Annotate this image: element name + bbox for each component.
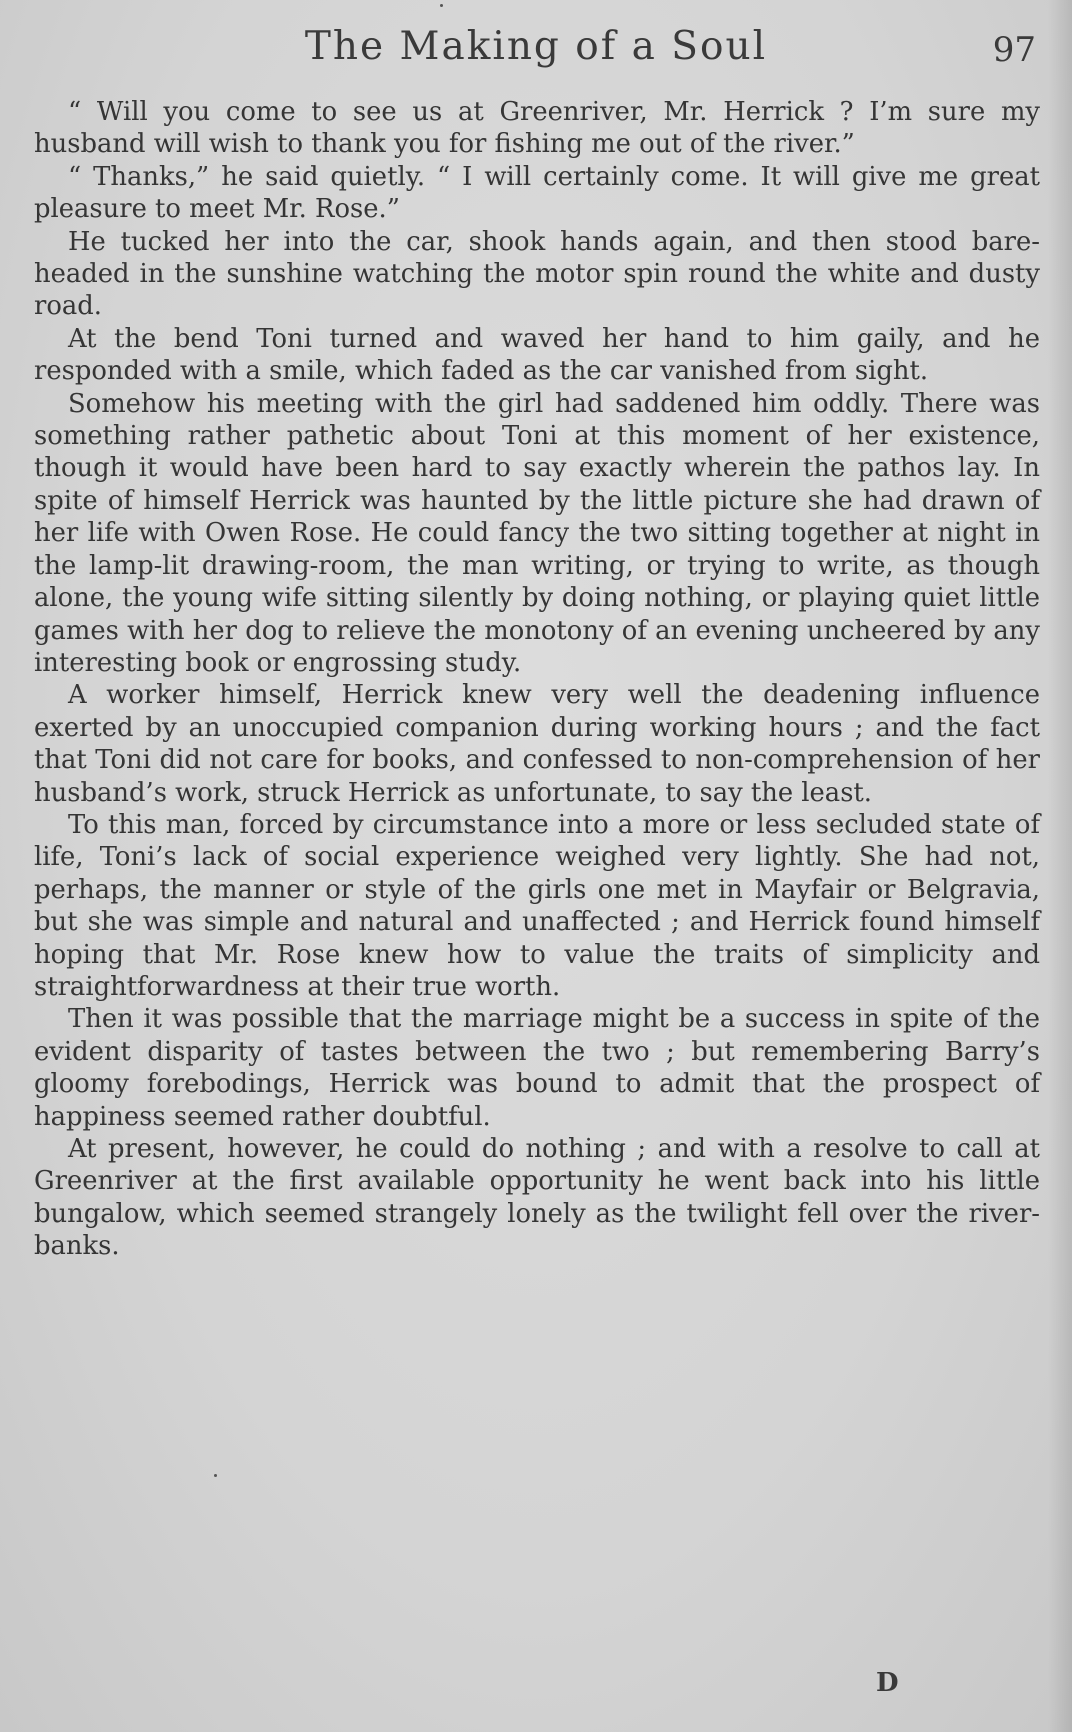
running-title: The Making of a Soul (304, 24, 768, 69)
paragraph-5: Somehow his meeting with the girl had saddened him oddly. There was something rather pathetic about Toni at this moment of her existence, though it would have been hard to say exactly wherein the pathos lay. In spite of himself Herrick was haunted by the little picture she had drawn of her life with Owen Rose. He could fancy the two sitting together at night in the lamp-lit drawing-room, the man writing, or trying to write, as though alone, the young wife sitting silently by doing nothing, or playing quiet little games with her dog to relieve the monotony of an evening uncheered by any interesting book or engrossing study. (34, 388, 1040, 678)
body-text (34, 96, 1040, 1263)
paragraph-3: He tucked her into the car, shook hands again, and then stood bare-headed in the sunshine watching the motor spin round the white and dusty road. (34, 226, 1040, 322)
paragraph-9: At present, however, he could do nothing ; and with a resolve to call at Greenriver at the first available opportunity he went back into his little bungalow, which seemed strangely lonely as the twilight fell over the river-banks. (34, 1134, 1040, 1262)
paragraph-8: Then it was possible that the marriage might be a success in spite of the evident disparity of tastes between the two ; but remembering Barry’s gloomy forebodings, Herrick was bound to admit that the prospect of happiness seemed rather doubtful. (34, 1004, 1040, 1132)
paper-speck (214, 1474, 217, 1477)
page-header (0, 22, 1072, 82)
paragraph-6: A worker himself, Herrick knew very well the deadening influence exerted by an unoccupied companion during working hours ; and the fact that Toni did not care for books, and confessed to non-comprehension of her husband’s work, struck Herrick as unfortunate, to say the least. (34, 680, 1040, 808)
paragraph-7: To this man, forced by circumstance into a more or less secluded state of life, Toni’s lack of social experience weighed very lightly. She had not, perhaps, the manner or style of the girls one met in Mayfair or Belgravia, but she was simple and natural and unaffected ; and Herrick found himself hoping that Mr. Rose knew how to value the traits of simplicity and straightforwardness at their true worth. (34, 809, 1040, 1002)
paragraph-2: “ Thanks,” he said quietly. “ I will certainly come. It will give me great pleasure to meet Mr. Rose.” (34, 161, 1040, 225)
signature-mark: D (876, 1668, 899, 1698)
paragraph-1: “ Will you come to see us at Greenriver, Mr. Herrick ? I’m sure my husband will wish to thank you for fishing me out of the river.” (34, 97, 1040, 160)
paragraph-4: At the bend Toni turned and waved her hand to him gaily, and he responded with a smile, which faded as the car vanished from sight. (34, 323, 1040, 387)
page-edge-shadow (1048, 0, 1072, 1732)
page-number: 97 (992, 30, 1036, 70)
paper-speck (440, 4, 443, 7)
